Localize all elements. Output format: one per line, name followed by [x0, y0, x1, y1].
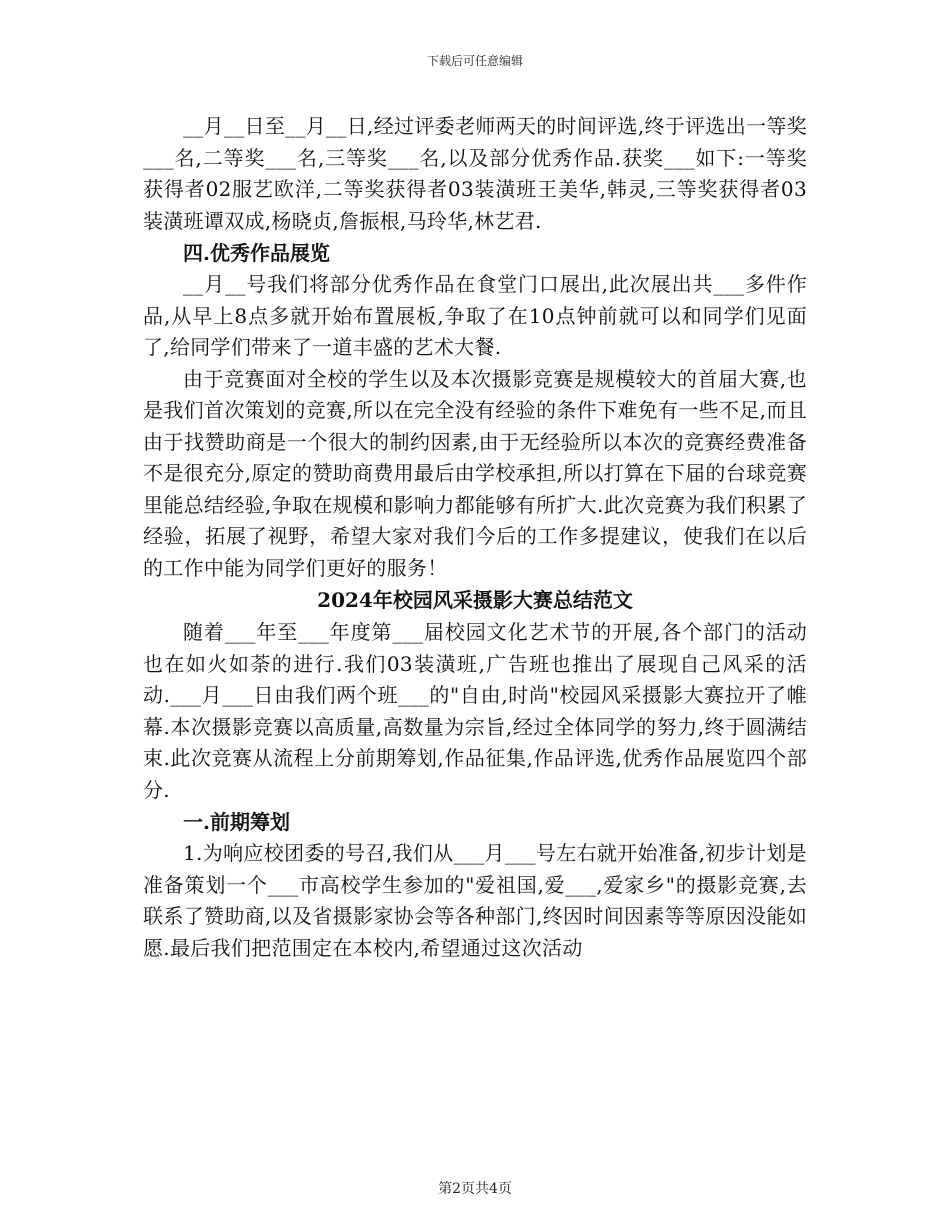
section-heading-exhibition: 四.优秀作品展览 [183, 241, 330, 265]
paragraph-planning: 1.为响应校团委的号召,我们从___月___号左右就开始准备,初步计划是准备策划一个___市高校学生参加的"爱祖国,爱___,爱家乡"的摄影竞赛,去联系了赞助商,以及省摄影家协会等各种部门,终因时间因素等等原因没能如愿.最后我们把范围定在本校内,希望通过这次活动 [143, 841, 807, 960]
section-heading-planning: 一.前期筹划 [183, 810, 290, 834]
document-title: 2024年校园风采摄影大赛总结范文 [317, 588, 633, 612]
paragraph-exhibition: __月__号我们将部分优秀作品在食堂门口展出,此次展出共___多件作品,从早上8点多就开始布置展板,争取了在10点钟前就可以和同学们见面了,给同学们带来了一道丰盛的艺术大餐. [143, 272, 807, 359]
paragraph-reflection: 由于竞赛面对全校的学生以及本次摄影竞赛是规模较大的首届大赛,也是我们首次策划的竞赛,所以在完全没有经验的条件下难免有一些不足,而且由于找赞助商是一个很大的制约因素,由于无经验所以本次的竞赛经费准备不是很充分,原定的赞助商费用最后由学校承担,所以打算在下届的台球竞赛里能总结经验,争取在规模和影响力都能够有所扩大.此次竞赛为我们积累了经验，拓展了视野，希望大家对我们今后的工作多提建议，使我们在以后的工作中能为同学们更好的服务！ [143, 366, 807, 580]
page-footer-number: 第2页共4页 [438, 1181, 512, 1197]
paragraph-introduction: 随着___年至___年度第___届校园文化艺术节的开展,各个部门的活动也在如火如荼的进行.我们03装潢班,广告班也推出了展现自己风采的活动.___月___日由我们两个班___的"自由,时尚"校园风采摄影大赛拉开了帷幕.本次摄影竞赛以高质量,高数量为宗旨,经过全体同学的努力,终于圆满结束.此次竞赛从流程上分前期筹划,作品征集,作品评选,优秀作品展览四个部分. [143, 620, 807, 802]
page-header-note: 下载后可任意编辑 [426, 54, 523, 68]
document-body [143, 111, 807, 964]
paragraph-award-results: __月__日至__月__日,经过评委老师两天的时间评选,终于评选出一等奖___名,二等奖___名,三等奖___名,以及部分优秀作品.获奖___如下:一等奖获得者02服艺欧洋,二等奖获得者03装潢班王美华,韩灵,三等奖获得者03装潢班谭双成,杨晓贞,詹振根,马玲华,林艺君. [143, 114, 807, 233]
